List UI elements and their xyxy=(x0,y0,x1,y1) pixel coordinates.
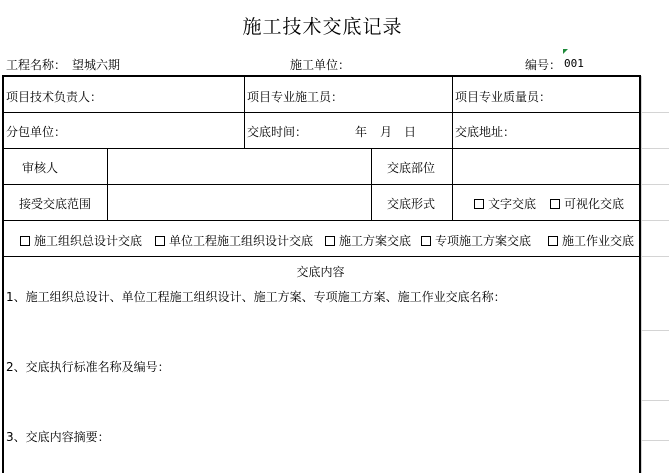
day-label: 日 xyxy=(404,125,417,139)
type-option-label: 专项施工方案交底 xyxy=(435,234,532,248)
document-title: 施工技术交底记录 xyxy=(242,16,403,38)
type-option-overall[interactable] xyxy=(20,232,142,249)
form-label: 交底形式 xyxy=(387,197,436,211)
content-item-3: 3、交底内容摘要： xyxy=(6,430,110,444)
year-label: 年 xyxy=(355,125,368,139)
time-label: 交底时间： xyxy=(247,125,308,139)
tech-lead-label: 项目技术负责人： xyxy=(6,90,103,104)
checkbox-icon[interactable] xyxy=(474,199,484,209)
content-item-2: 2、交底执行标准名称及编号： xyxy=(6,360,170,374)
type-option-label: 施工组织总设计交底 xyxy=(34,234,143,248)
table-border-top xyxy=(2,75,641,77)
row-line xyxy=(2,112,640,113)
type-option-label: 施工作业交底 xyxy=(562,234,635,248)
scope-label: 接受交底范围 xyxy=(19,197,92,211)
sheet-gridline xyxy=(641,400,669,401)
checkbox-icon[interactable] xyxy=(548,236,558,246)
type-option-label: 单位工程施工组织设计交底 xyxy=(169,234,314,248)
sheet-gridline xyxy=(641,112,669,113)
project-name-value[interactable]: 望城六期 xyxy=(72,58,121,72)
row-line xyxy=(2,220,640,221)
sheet-gridline xyxy=(641,148,669,149)
number-value[interactable]: 001 xyxy=(564,57,584,70)
checkbox-icon[interactable] xyxy=(550,199,560,209)
col-line xyxy=(452,148,453,220)
row-line xyxy=(2,148,640,149)
content-heading: 交底内容 xyxy=(296,265,345,279)
col-line xyxy=(452,76,453,148)
reviewer-label: 审核人 xyxy=(22,161,59,175)
sheet-gridline xyxy=(641,220,669,221)
row-line xyxy=(2,184,640,185)
sheet-gridline xyxy=(641,76,642,473)
checkbox-icon[interactable] xyxy=(325,236,335,246)
project-name-label: 工程名称： xyxy=(6,58,67,72)
form-option-visual[interactable] xyxy=(550,195,624,212)
type-option-label: 施工方案交底 xyxy=(339,234,412,248)
row-line xyxy=(2,256,640,257)
checkbox-icon[interactable] xyxy=(155,236,165,246)
month-label: 月 xyxy=(380,125,393,139)
part-label: 交底部位 xyxy=(387,161,436,175)
form-option-label: 文字交底 xyxy=(488,197,537,211)
number-label: 编号： xyxy=(525,58,562,72)
sheet-gridline xyxy=(641,440,669,441)
sheet-gridline xyxy=(641,256,669,257)
subcontractor-label: 分包单位： xyxy=(6,125,67,139)
quality-staff-label: 项目专业质量员： xyxy=(455,90,552,104)
type-option-plan[interactable] xyxy=(325,232,411,249)
type-option-unit[interactable] xyxy=(155,232,313,249)
sheet-gridline xyxy=(641,330,669,331)
content-item-1: 1、施工组织总设计、单位工程施工组织设计、施工方案、专项施工方案、施工作业交底名称： xyxy=(6,290,506,304)
comment-indicator-icon xyxy=(563,49,568,54)
construction-unit-label: 施工单位： xyxy=(290,58,351,72)
checkbox-icon[interactable] xyxy=(20,236,30,246)
location-label: 交底地址： xyxy=(455,125,516,139)
checkbox-icon[interactable] xyxy=(421,236,431,246)
form-option-text[interactable] xyxy=(474,195,536,212)
type-option-operation[interactable] xyxy=(548,232,634,249)
col-line xyxy=(244,76,245,148)
sheet-gridline xyxy=(641,184,669,185)
type-option-special[interactable] xyxy=(421,232,531,249)
col-line xyxy=(371,148,372,220)
form-option-label: 可视化交底 xyxy=(564,197,625,211)
col-line xyxy=(107,148,108,220)
construction-staff-label: 项目专业施工员： xyxy=(247,90,344,104)
